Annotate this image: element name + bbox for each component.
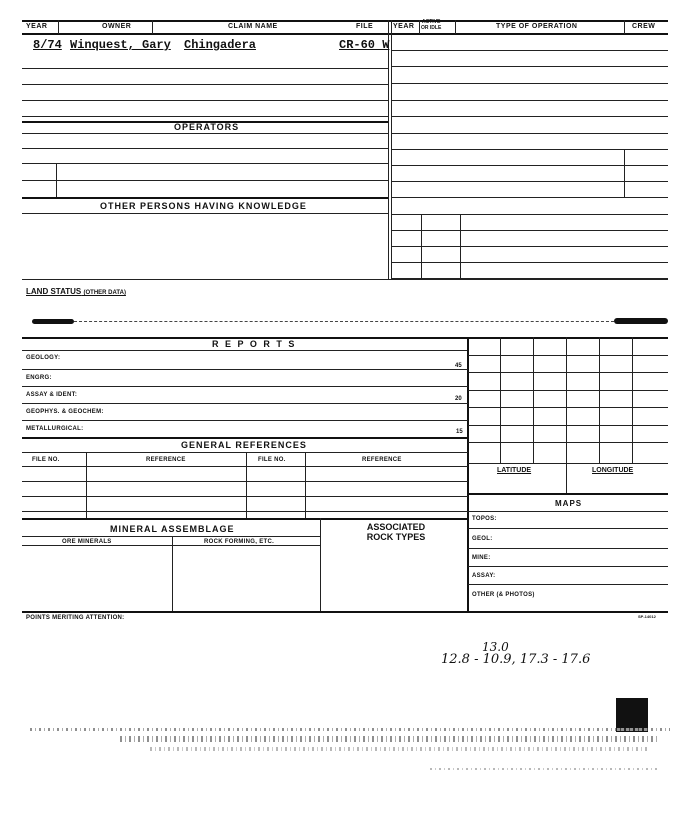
- maps-row-line: [468, 584, 668, 585]
- other-persons-title: OTHER PERSONS HAVING KNOWLEDGE: [100, 201, 307, 211]
- scan-blot-left: [32, 319, 74, 324]
- report-engrg: ENGRG:: [26, 375, 52, 381]
- reports-top-rule: [22, 337, 668, 339]
- other-persons-top-rule: [22, 197, 388, 199]
- operators-row-line: [22, 180, 388, 181]
- operators-title: OPERATORS: [174, 122, 240, 132]
- maps-other: OTHER (& PHOTOS): [472, 592, 535, 598]
- hdr-div-3: [419, 20, 420, 34]
- longitude-label: LONGITUDE: [592, 467, 634, 474]
- mineral-rule: [22, 536, 320, 537]
- scan-noise: [430, 768, 660, 770]
- owner-row-line: [22, 84, 388, 85]
- ref-col-div: [246, 452, 247, 518]
- grid-line: [468, 425, 668, 426]
- header-crew: CREW: [632, 23, 656, 30]
- maps-geol: GEOL:: [472, 536, 493, 542]
- mineral-header-line: [22, 545, 320, 546]
- ref-header-line: [22, 466, 468, 467]
- operators-rule: [22, 133, 388, 134]
- op-row-line: [391, 230, 668, 231]
- header-year: YEAR: [26, 23, 48, 30]
- rock-forming-label: ROCK FORMING, ETC.: [204, 539, 275, 545]
- general-references-title: GENERAL REFERENCES: [181, 440, 307, 450]
- scan-artifact-block: [616, 698, 648, 732]
- mineral-assemblage-title: MINERAL ASSEMBLAGE: [110, 524, 235, 534]
- op-active-div: [421, 214, 422, 278]
- reports-rule: [22, 350, 468, 351]
- grid-bottom-line: [468, 463, 668, 464]
- op-row-line: [391, 197, 668, 198]
- op-crew-div: [624, 150, 625, 197]
- ref-reference-2: REFERENCE: [362, 457, 402, 463]
- op-row-line: [391, 181, 668, 182]
- points-meriting-attention: POINTS MERITING ATTENTION:: [26, 615, 125, 621]
- handwritten-note: 12.8 - 10.9, 17.3 - 17.6: [441, 652, 591, 667]
- report-assay: ASSAY & IDENT:: [26, 392, 78, 398]
- ore-minerals-label: ORE MINERALS: [62, 539, 112, 545]
- maps-rule: [468, 511, 668, 512]
- report-met-number: 15: [456, 429, 463, 435]
- rock-types-label: ROCK TYPES: [366, 532, 426, 542]
- op-row-line: [391, 149, 668, 150]
- land-status-sub: (OTHER DATA): [83, 290, 126, 296]
- latitude-label: LATITUDE: [497, 467, 532, 474]
- maps-row-line: [468, 528, 668, 529]
- ref-row-line: [22, 511, 468, 512]
- header-year-2: YEAR: [393, 23, 415, 30]
- hdr-div-5: [624, 20, 625, 34]
- op-row-line: [391, 262, 668, 263]
- other-persons-rule: [22, 213, 388, 214]
- ref-row-line: [22, 496, 468, 497]
- associated-col-div: [320, 518, 321, 611]
- record-year: 8/74: [33, 38, 62, 52]
- scan-noise: [30, 728, 670, 731]
- header-type-of-operation: TYPE OF OPERATION: [496, 23, 578, 30]
- scan-noise: [150, 747, 650, 751]
- grid-line: [468, 355, 668, 356]
- report-row-line: [22, 386, 468, 387]
- op-row-line: [391, 66, 668, 67]
- op-row-line: [391, 50, 668, 51]
- header-active-or-idle: [421, 19, 441, 31]
- reports-title: R E P O R T S: [212, 339, 297, 349]
- grid-col: [632, 337, 633, 463]
- scan-noise: [120, 736, 660, 742]
- op-row-line: [391, 246, 668, 247]
- ref-col-div: [305, 452, 306, 518]
- land-status-title: [26, 287, 126, 296]
- owner-row-line: [22, 100, 388, 101]
- header-file: FILE: [356, 23, 374, 30]
- right-panel-divider: [467, 337, 469, 612]
- ref-file-no-2: FILE NO.: [258, 457, 286, 463]
- op-row-line: [391, 165, 668, 166]
- grid-col: [533, 337, 534, 463]
- maps-topos: TOPOS:: [472, 516, 497, 522]
- header-active: ACTIVE: [421, 19, 441, 25]
- header-owner: OWNER: [102, 23, 132, 30]
- mineral-col-div: [172, 536, 173, 611]
- ref-file-no-1: FILE NO.: [32, 457, 60, 463]
- associated-label: ASSOCIATED: [366, 522, 426, 532]
- general-references-top-rule: [22, 437, 468, 439]
- op-row-line: [391, 214, 668, 215]
- op-row-line: [391, 116, 668, 117]
- op-row-line: [391, 133, 668, 134]
- maps-title: MAPS: [555, 499, 583, 508]
- report-row-line: [22, 403, 468, 404]
- maps-assay: ASSAY:: [472, 573, 496, 579]
- ref-row-line: [22, 481, 468, 482]
- grid-col: [566, 337, 567, 463]
- operators-row-line: [22, 163, 388, 164]
- report-row-line: [22, 369, 468, 370]
- form-bottom-rule: [22, 611, 668, 613]
- header-top-rule: [22, 20, 668, 22]
- hdr-div-1: [58, 20, 59, 34]
- operators-row-line: [22, 148, 388, 149]
- form-number: SP-14012: [638, 614, 656, 619]
- associated-rock-types-title: [344, 522, 448, 542]
- land-status-line: [74, 321, 614, 322]
- ref-col-div: [86, 452, 87, 518]
- ref-reference-1: REFERENCE: [146, 457, 186, 463]
- report-geophys: GEOPHYS. & GEOCHEM:: [26, 409, 104, 415]
- op-row-line: [391, 83, 668, 84]
- header-bottom-rule: [22, 33, 668, 35]
- main-divider-a: [388, 20, 389, 279]
- header-claim-name: CLAIM NAME: [228, 23, 278, 30]
- report-metallurgical: METALLURGICAL:: [26, 426, 84, 432]
- owner-row-line: [22, 116, 388, 117]
- general-references-rule: [22, 452, 468, 453]
- report-row-line: [22, 420, 468, 421]
- op-row-line: [391, 100, 668, 101]
- scan-blot-right: [614, 318, 668, 324]
- hdr-div-2: [152, 20, 153, 34]
- grid-line: [468, 372, 668, 373]
- maps-top-rule: [468, 493, 668, 495]
- mineral-top-rule: [22, 518, 468, 520]
- report-geology-number: 45: [455, 363, 462, 369]
- upper-section-bottom: [22, 279, 668, 280]
- latlong-div: [566, 463, 567, 493]
- record-claim-name: Chingadera: [184, 38, 257, 52]
- report-geology: GEOLOGY:: [26, 355, 61, 361]
- op-type-div: [460, 214, 461, 278]
- grid-line: [468, 390, 668, 391]
- hdr-div-4: [455, 20, 456, 34]
- grid-col: [599, 337, 600, 463]
- maps-row-line: [468, 566, 668, 567]
- owner-row-line: [22, 68, 388, 69]
- record-owner: Winquest, Gary: [70, 38, 171, 52]
- land-status-label: LAND STATUS: [26, 287, 82, 296]
- grid-line: [468, 442, 668, 443]
- operators-col-div: [56, 163, 57, 197]
- maps-row-line: [468, 548, 668, 549]
- grid-line: [468, 407, 668, 408]
- maps-mine: MINE:: [472, 555, 491, 561]
- handwritten-correction: 13.0: [482, 640, 509, 654]
- record-file: CR-60 W: [339, 38, 390, 52]
- header-or-idle: OR IDLE: [421, 25, 442, 31]
- grid-col: [500, 337, 501, 463]
- report-assay-number: 20: [455, 396, 462, 402]
